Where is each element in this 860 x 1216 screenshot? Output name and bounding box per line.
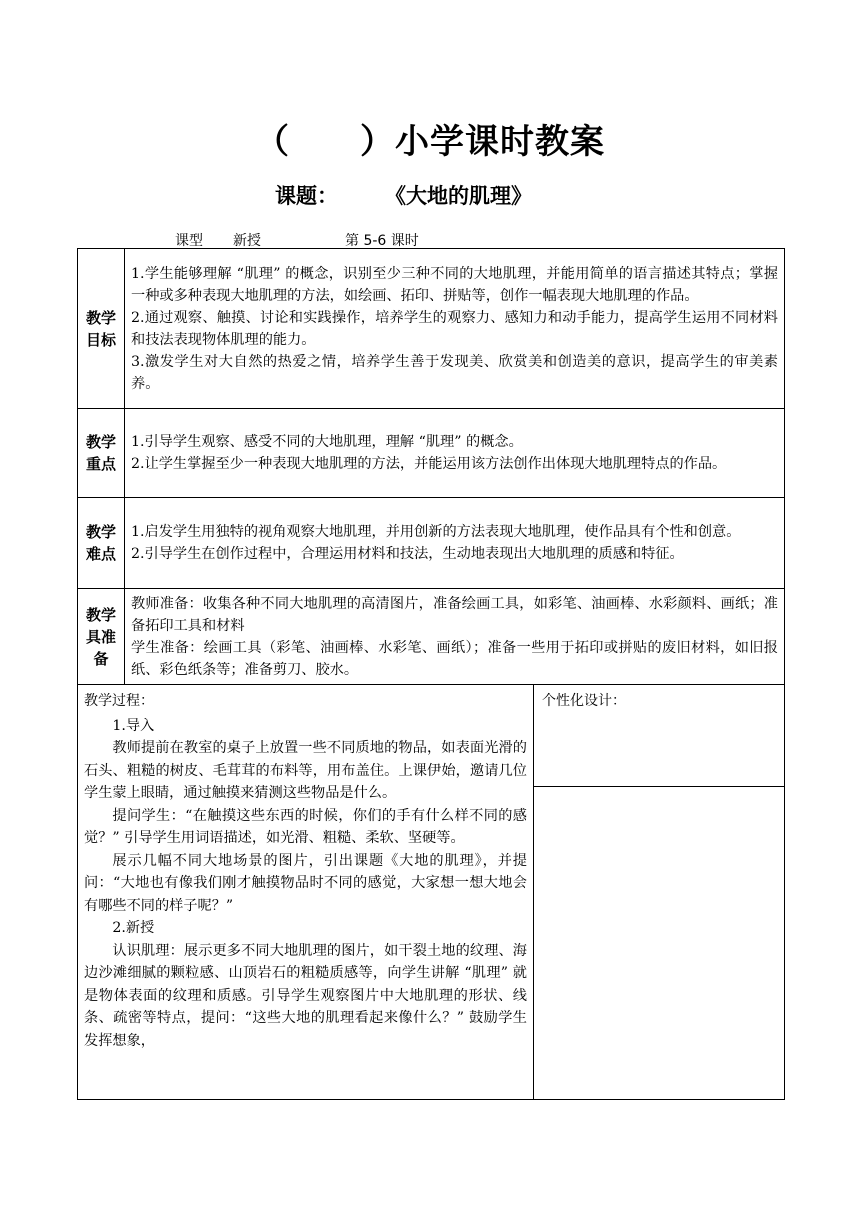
difficulty-item: 2.引导学生在创作过程中，合理运用材料和技法，生动地表现出大地肌理的质感和特征。 [131, 546, 684, 562]
objective-item: 3.激发学生对大自然的热爱之情，培养学生善于发现美、欣赏美和创造美的意识，提高学生的审美素养。 [131, 353, 778, 392]
process-paragraph: 认识肌理：展示更多不同大地肌理的图片，如干裂土地的纹理、海边沙滩细腻的颗粒感、山顶岩石的粗糙质感等，向学生讲解 “肌理” 就是物体表面的纹理和质感。引导学生观察图片中大地肌理的形状、线条、疏密等特点，提问：“这些大地的肌理看起来像什么？” 鼓励学生发挥想象， [84, 942, 527, 1049]
type-label: 课型 [175, 233, 203, 249]
difficulty-item: 1.启发学生用独特的视角观察大地肌理，并用创新的方法表现大地肌理，使作品具有个性和创意。 [131, 524, 741, 540]
materials-item: 教师准备：收集各种不同大地肌理的高清图片，准备绘画工具，如彩笔、油画棒、水彩颜料、画纸；准备拓印工具和材料 [131, 595, 778, 634]
difficulties-content [125, 498, 785, 589]
personalized-design-column [534, 684, 784, 1099]
materials-label: 教学 具准 备 [78, 589, 125, 685]
key-points-content [125, 409, 785, 498]
period: 第 5-6 课时 [345, 233, 419, 249]
objective-item: 2.通过观察、触摸、讨论和实践操作，培养学生的观察力、感知力和动手能力，提高学生运用不同材料和技法表现物体肌理的能力。 [131, 309, 778, 348]
key-point-item: 2.让学生掌握至少一种表现大地肌理的方法，并能运用该方法创作出体现大地肌理特点的作品。 [131, 456, 727, 472]
process-column [78, 684, 534, 1099]
key-point-item: 1.引导学生观察、感受不同的大地肌理，理解 “肌理” 的概念。 [131, 434, 523, 450]
difficulties-label: 教学 难点 [78, 498, 125, 589]
key-points-row [78, 409, 785, 498]
materials-row [78, 589, 785, 685]
personalized-design-heading: 个性化设计： [534, 684, 784, 787]
materials-item: 学生准备：绘画工具（彩笔、油画棒、水彩笔、画纸）；准备一些用于拓印或拼贴的废旧材料，如旧报纸、彩色纸条等；准备剪刀、胶水。 [131, 639, 778, 678]
lesson-plan-table [77, 248, 785, 685]
subject-value: 《大地的肌理》 [385, 184, 532, 208]
process-paragraph: 提问学生：“在触摸这些东西的时候，你们的手有什么样不同的感觉？” 引导学生用词语描述，如光滑、粗糙、柔软、坚硬等。 [84, 807, 527, 846]
difficulties-row [78, 498, 785, 589]
objectives-row [78, 249, 785, 409]
process-step: 1.导入 [112, 717, 155, 734]
objective-item: 1.学生能够理解 “肌理” 的概念，识别至少三种不同的大地肌理，并能用简单的语言描述其特点；掌握一种或多种表现大地肌理的方法，如绘画、拓印、拼贴等，创作一幅表现大地肌理的作品。 [131, 265, 778, 304]
type-value: 新授 [233, 233, 261, 249]
lesson-subject [275, 180, 532, 210]
process-paragraph: 教师提前在教室的桌子上放置一些不同质地的物品，如表面光滑的石头、粗糙的树皮、毛茸茸的布料等，用布盖住。上课伊始，邀请几位学生蒙上眼睛，通过触摸来猜测这些物品是什么。 [84, 740, 527, 801]
objectives-content [125, 249, 785, 409]
subject-label: 课题： [275, 184, 338, 208]
document-title: （ ）小学课时教案 [255, 122, 605, 162]
process-section [77, 684, 785, 1100]
lesson-meta [175, 230, 419, 250]
process-heading: 教学过程： [84, 693, 154, 709]
process-paragraph: 展示几幅不同大地场景的图片，引出课题《大地的肌理》，并提问：“大地也有像我们刚才触摸物品时不同的感觉，大家想一想大地会有哪些不同的样子呢？” [84, 852, 527, 914]
objectives-label: 教学 目标 [78, 249, 125, 409]
process-step: 2.新授 [112, 920, 155, 936]
materials-content [125, 589, 785, 685]
key-points-label: 教学 重点 [78, 409, 125, 498]
